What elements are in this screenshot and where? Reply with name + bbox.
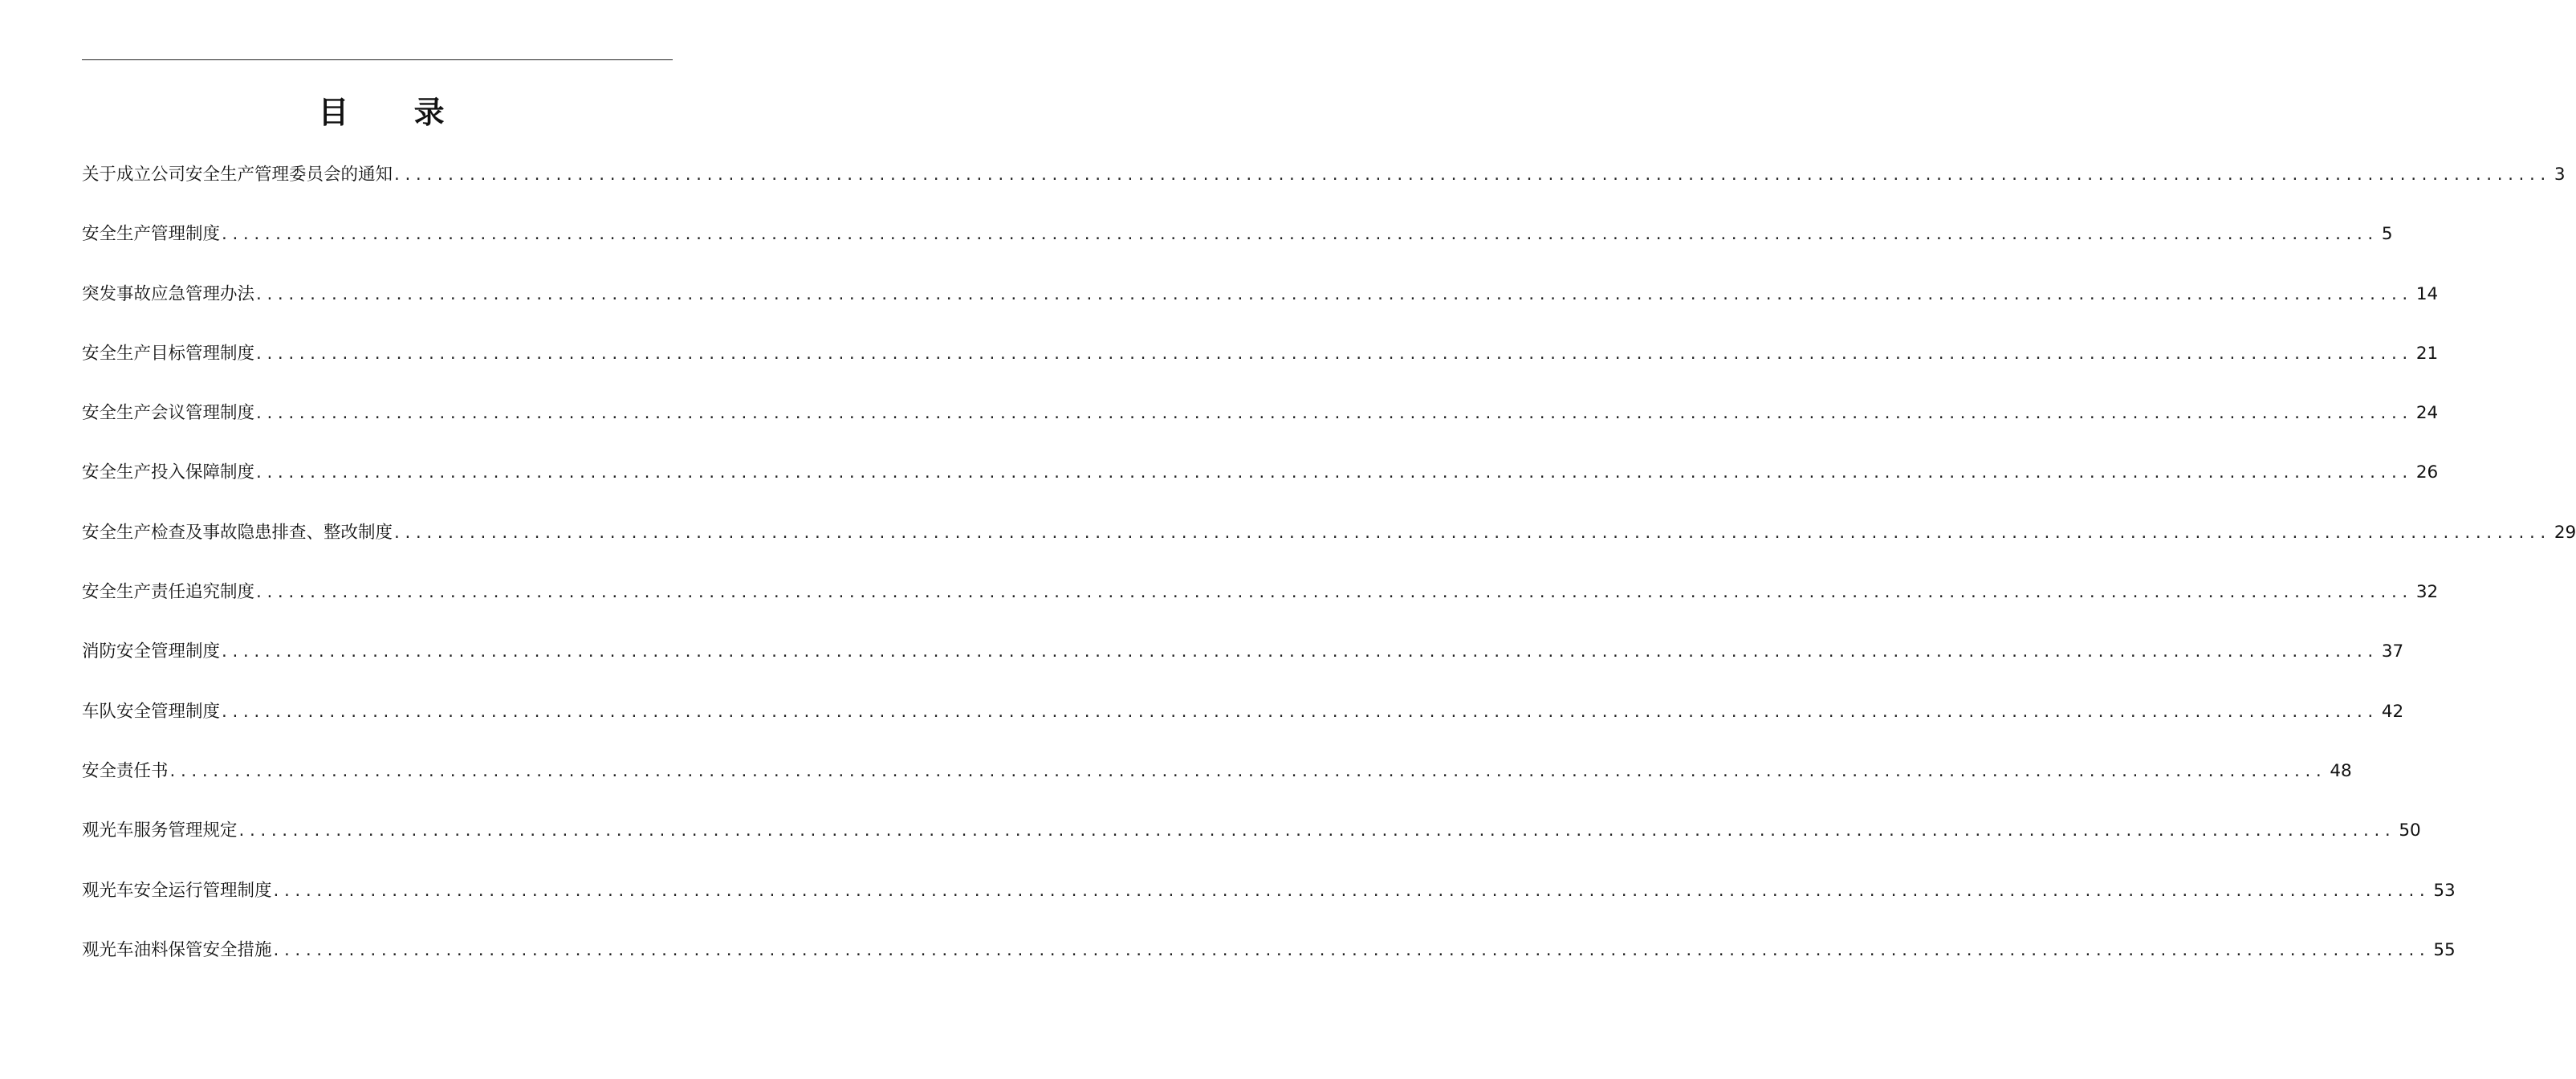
toc-entry-text: 安全责任书 <box>82 760 169 781</box>
toc-entry[interactable] <box>82 157 2566 217</box>
toc-entry-text: 安全生产检查及事故隐患排查、整改制度 <box>82 522 393 543</box>
toc-entry[interactable] <box>82 336 2439 396</box>
toc-entry-page: 37 <box>2381 641 2404 662</box>
toc-entry[interactable] <box>82 873 2456 933</box>
toc-entry-page: 55 <box>2433 939 2456 960</box>
toc-entry-text: 观光车安全运行管理制度 <box>82 880 272 901</box>
toc-leader-dots: ........................................................................................................................................................................................................ <box>256 343 2413 364</box>
toc-entry-page: 32 <box>2415 582 2439 603</box>
toc-entry[interactable] <box>82 813 2421 873</box>
toc-entry-text: 安全生产管理制度 <box>82 224 221 245</box>
toc-entry[interactable] <box>82 277 2439 336</box>
toc-leader-dots: ........................................................................................................................................................................................................ <box>256 403 2413 424</box>
toc-entry-page: 3 <box>2554 165 2566 185</box>
toc-leader-dots: ........................................................................................................................................................................................................ <box>238 820 2396 841</box>
toc-entry[interactable] <box>82 455 2439 515</box>
toc-entry-page: 24 <box>2415 403 2439 424</box>
toc-entry[interactable] <box>82 515 2576 575</box>
toc-entry-text: 车队安全管理制度 <box>82 701 221 722</box>
toc-entry[interactable] <box>82 217 2393 276</box>
toc-leader-dots: ........................................................................................................................................................................................................ <box>256 462 2413 483</box>
toc-entry[interactable] <box>82 575 2439 634</box>
header-rule <box>82 59 673 60</box>
toc-entry[interactable] <box>82 396 2439 455</box>
toc-leader-dots: ........................................................................................................................................................................................................ <box>169 760 2327 781</box>
toc-list <box>82 157 2576 992</box>
toc-entry-text: 消防安全管理制度 <box>82 641 221 662</box>
toc-entry-page: 26 <box>2415 462 2439 483</box>
toc-title: 目 录 <box>318 95 472 130</box>
toc-entry-page: 5 <box>2381 224 2393 245</box>
toc-entry-page: 14 <box>2415 283 2439 304</box>
toc-leader-dots: ........................................................................................................................................................................................................ <box>394 165 2551 185</box>
toc-entry-text: 突发事故应急管理办法 <box>82 283 255 304</box>
toc-leader-dots: ........................................................................................................................................................................................................ <box>222 701 2379 722</box>
toc-entry-text: 观光车油料保管安全措施 <box>82 939 272 960</box>
toc-entry-page: 50 <box>2399 820 2421 841</box>
toc-leader-dots: ........................................................................................................................................................................................................ <box>273 880 2431 901</box>
toc-entry[interactable] <box>82 634 2404 694</box>
toc-entry-text: 关于成立公司安全生产管理委员会的通知 <box>82 165 393 185</box>
toc-entry-page: 29 <box>2554 522 2576 543</box>
toc-entry[interactable] <box>82 694 2404 754</box>
toc-entry-text: 安全生产目标管理制度 <box>82 343 255 364</box>
toc-leader-dots: ........................................................................................................................................................................................................ <box>256 582 2413 603</box>
toc-entry[interactable] <box>82 933 2456 992</box>
toc-entry-page: 21 <box>2415 343 2439 364</box>
toc-entry-page: 48 <box>2330 760 2352 781</box>
toc-entry[interactable] <box>82 754 2352 813</box>
toc-entry-page: 42 <box>2381 701 2404 722</box>
toc-entry-text: 观光车服务管理规定 <box>82 820 238 841</box>
toc-entry-page: 53 <box>2433 880 2456 901</box>
toc-entry-text: 安全生产投入保障制度 <box>82 462 255 483</box>
toc-entry-text: 安全生产责任追究制度 <box>82 582 255 603</box>
toc-leader-dots: ........................................................................................................................................................................................................ <box>273 939 2431 960</box>
toc-leader-dots: ........................................................................................................................................................................................................ <box>394 522 2551 543</box>
toc-leader-dots: ........................................................................................................................................................................................................ <box>256 283 2413 304</box>
toc-entry-text: 安全生产会议管理制度 <box>82 403 255 424</box>
toc-leader-dots: ........................................................................................................................................................................................................ <box>222 641 2379 662</box>
toc-leader-dots: ........................................................................................................................................................................................................ <box>222 224 2379 245</box>
